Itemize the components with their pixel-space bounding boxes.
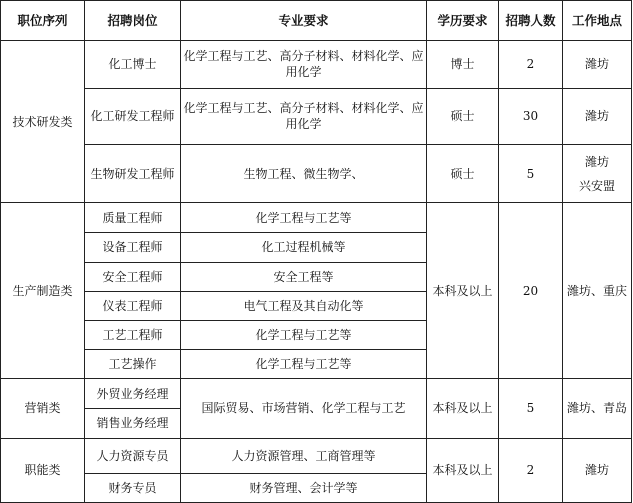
position-cell: 设备工程师: [85, 233, 181, 262]
position-cell: 销售业务经理: [85, 409, 181, 438]
location-cell: 潍坊: [563, 41, 632, 88]
header-position: 招聘岗位: [85, 1, 181, 41]
count-cell: 5: [499, 144, 563, 202]
header-location: 工作地点: [563, 1, 632, 41]
position-cell: 安全工程师: [85, 262, 181, 291]
header-category: 职位序列: [1, 1, 85, 41]
header-row: [1, 1, 632, 41]
header-major: 专业要求: [181, 1, 427, 41]
category-cell: 生产制造类: [1, 203, 85, 379]
table-row: [1, 438, 632, 473]
major-cell: 化学工程与工艺等: [181, 203, 427, 233]
location-cell: 潍坊: [563, 88, 632, 144]
major-cell: 化学工程与工艺、高分子材料、材料化学、应用化学: [181, 88, 427, 144]
major-cell: 财务管理、会计学等: [181, 473, 427, 502]
major-cell: 人力资源管理、工商管理等: [181, 438, 427, 473]
education-cell: 本科及以上: [427, 379, 499, 438]
major-cell: 国际贸易、市场营销、化学工程与工艺: [181, 379, 427, 438]
education-cell: 硕士: [427, 144, 499, 202]
count-cell: 30: [499, 88, 563, 144]
category-cell: 技术研发类: [1, 41, 85, 203]
position-cell: 化工研发工程师: [85, 88, 181, 144]
position-cell: 外贸业务经理: [85, 379, 181, 409]
location-cell: 潍坊: [563, 438, 632, 502]
position-cell: 生物研发工程师: [85, 144, 181, 202]
header-education: 学历要求: [427, 1, 499, 41]
position-cell: 财务专员: [85, 473, 181, 502]
major-cell: 化工过程机械等: [181, 233, 427, 262]
education-cell: 本科及以上: [427, 438, 499, 502]
count-cell: 2: [499, 41, 563, 88]
category-cell: 营销类: [1, 379, 85, 438]
location-cell: [563, 144, 632, 202]
table-row: [1, 41, 632, 88]
header-count: 招聘人数: [499, 1, 563, 41]
table-row: [1, 203, 632, 233]
position-cell: 工艺工程师: [85, 320, 181, 349]
position-cell: 工艺操作: [85, 350, 181, 379]
location-cell: 潍坊、重庆: [563, 203, 632, 379]
count-cell: 20: [499, 203, 563, 379]
position-cell: 仪表工程师: [85, 291, 181, 320]
location-cell: 潍坊、青岛: [563, 379, 632, 438]
category-cell: 职能类: [1, 438, 85, 502]
education-cell: 本科及以上: [427, 203, 499, 379]
table-row: [1, 144, 632, 202]
table-row: [1, 88, 632, 144]
position-cell: 质量工程师: [85, 203, 181, 233]
position-cell: 化工博士: [85, 41, 181, 88]
major-cell: 化学工程与工艺、高分子材料、材料化学、应用化学: [181, 41, 427, 88]
education-cell: 博士: [427, 41, 499, 88]
location-line: 潍坊: [584, 154, 609, 169]
major-cell: 电气工程及其自动化等: [181, 291, 427, 320]
major-cell: 化学工程与工艺等: [181, 320, 427, 349]
major-cell: 化学工程与工艺等: [181, 350, 427, 379]
major-cell: 安全工程等: [181, 262, 427, 291]
education-cell: 硕士: [427, 88, 499, 144]
position-cell: 人力资源专员: [85, 438, 181, 473]
table-row: [1, 379, 632, 409]
count-cell: 5: [499, 379, 563, 438]
location-line: 兴安盟: [578, 178, 615, 193]
major-cell: 生物工程、微生物学、: [181, 144, 427, 202]
count-cell: 2: [499, 438, 563, 502]
